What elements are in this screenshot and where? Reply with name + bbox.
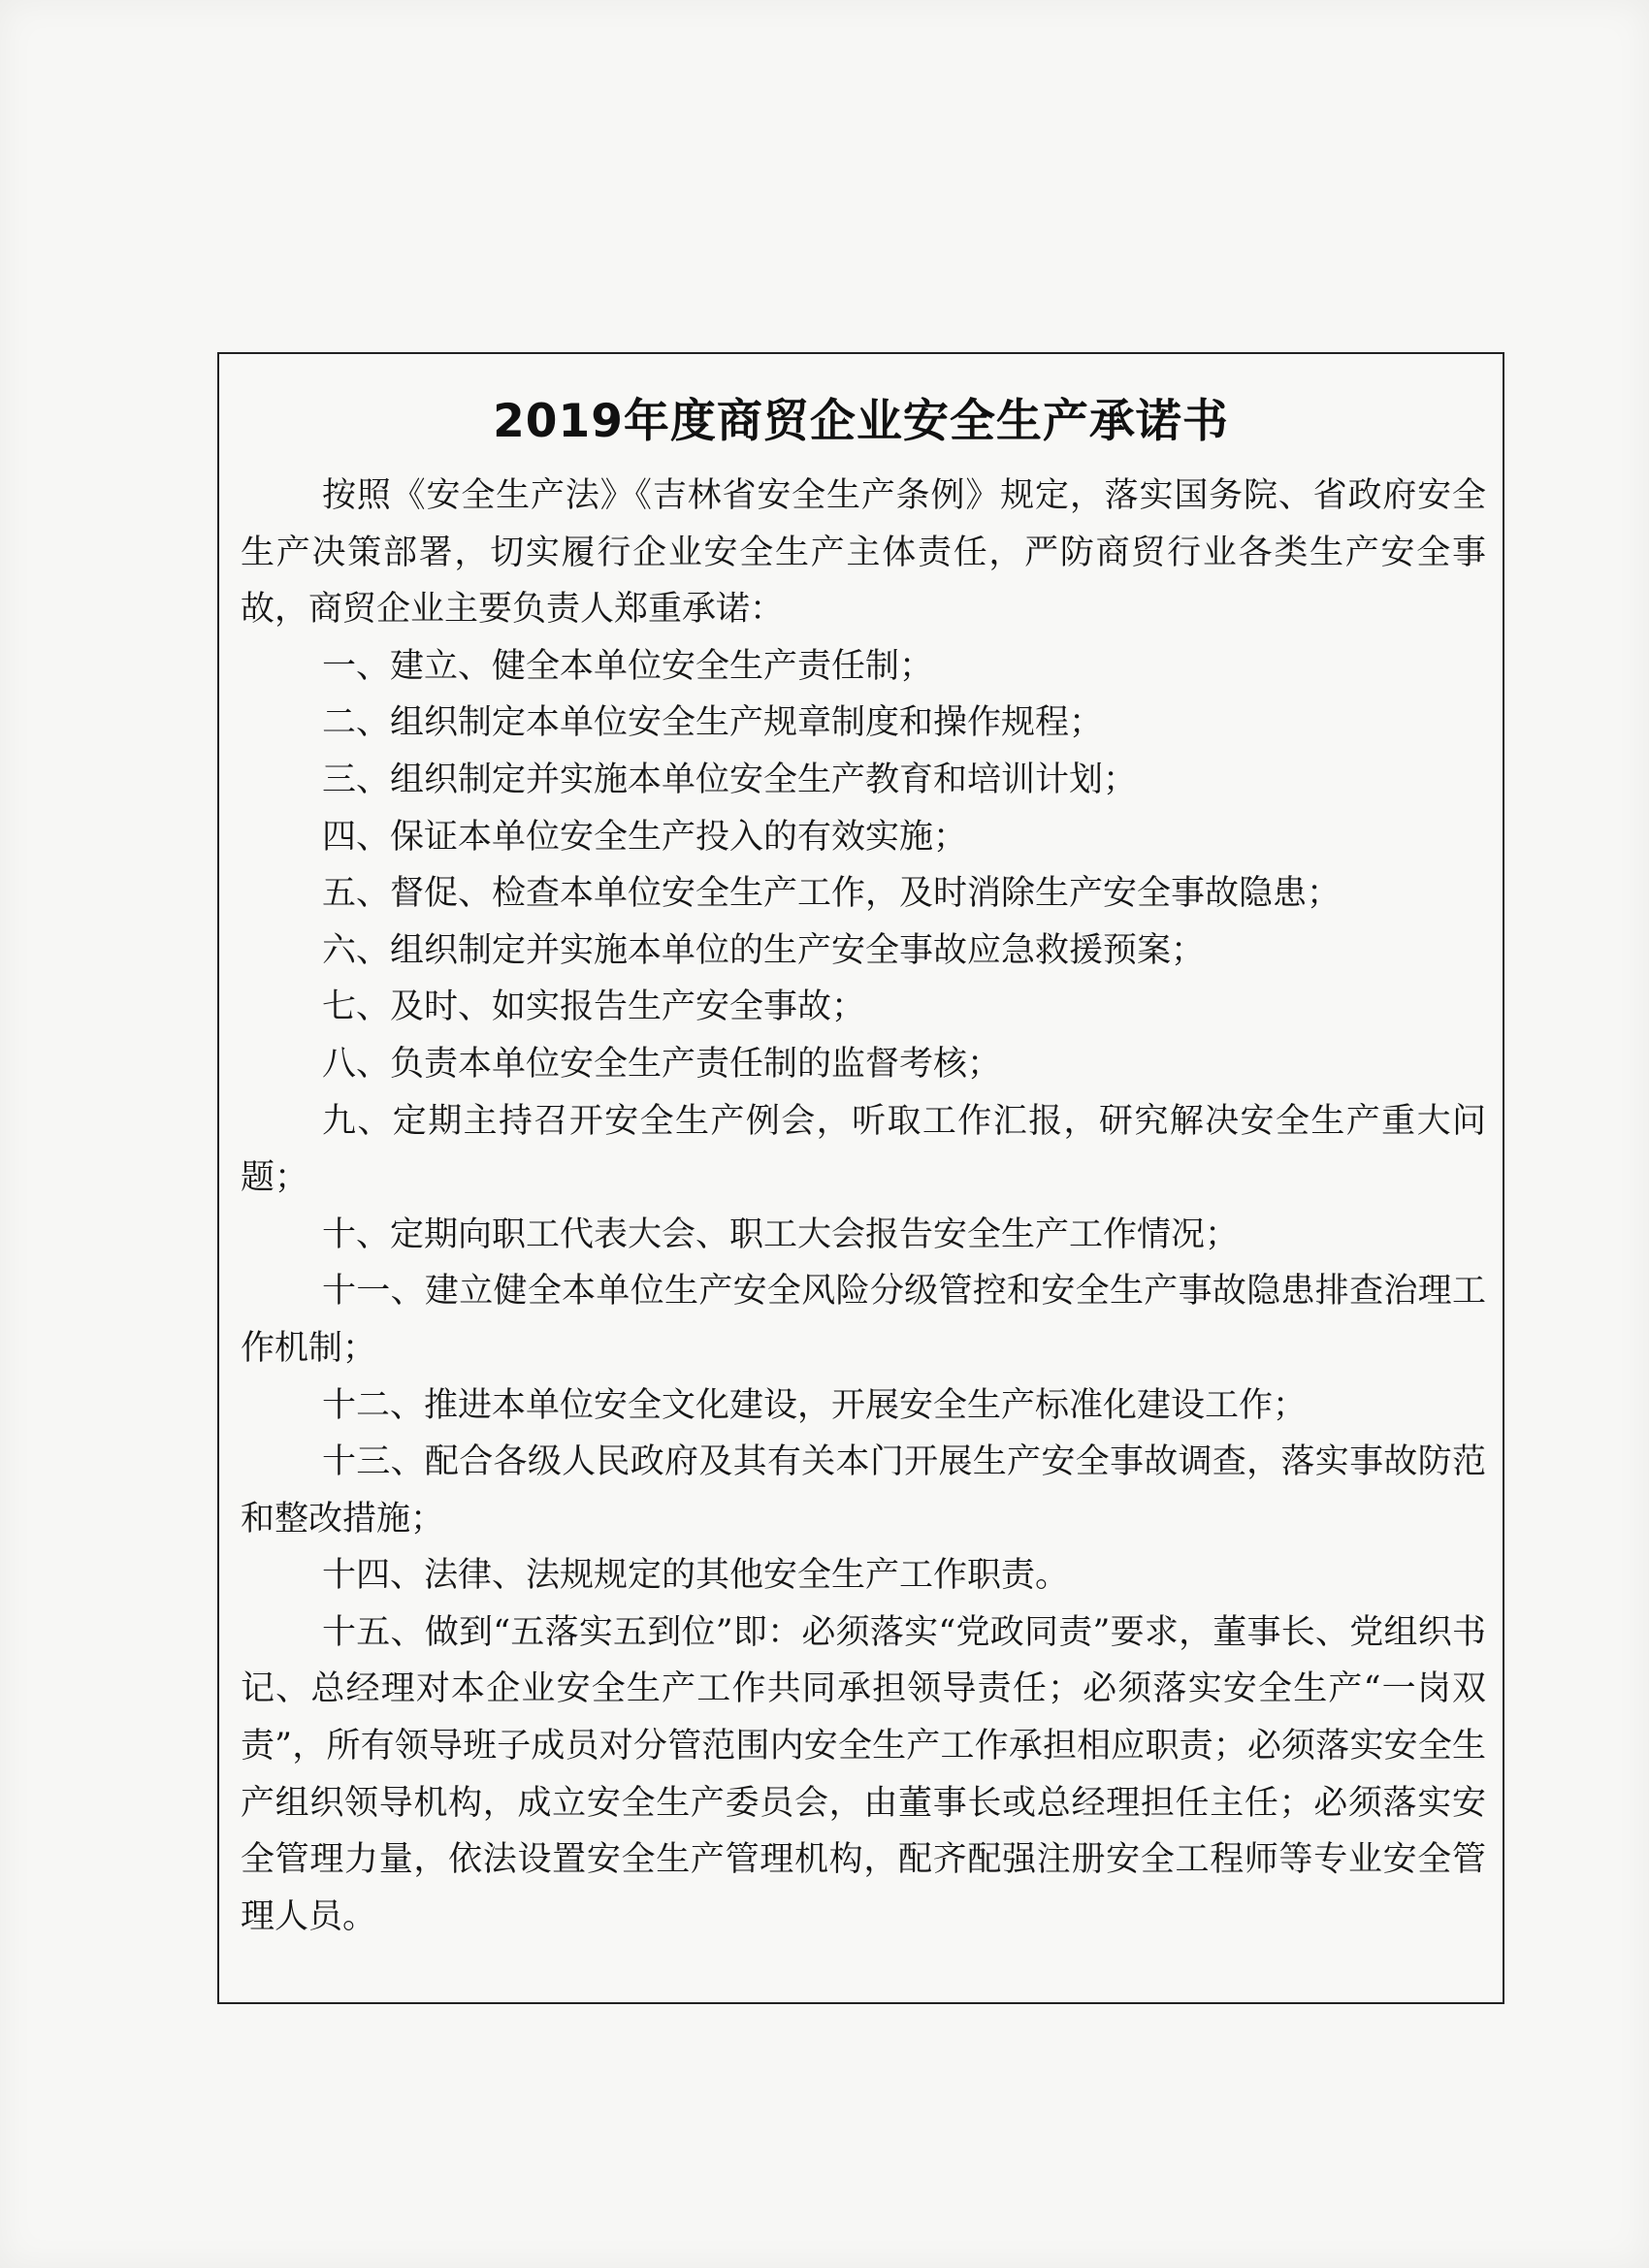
commitment-item-4: 四、保证本单位安全生产投入的有效实施； [322, 817, 968, 857]
commitment-item-13: 十三、配合各级人民政府及其有关本门开展生产安全事故调查，落实事故防范和整改措施； [241, 1442, 1486, 1539]
commitment-item-15: 十五、做到“五落实五到位”即：必须落实“党政同责”要求，董事长、党组织书记、总经理对本企业安全生产工作共同承担领导责任；必须落实安全生产“一岗双责”，所有领导班子成员对分管范围内安全生产工作承担相应职责；必须落实安全生产组织领导机构，成立安全生产委员会，由董事长或总经理担任主任；必须落实安全管理力量，依法设置安全生产管理机构，配齐配强注册安全工程师等专业安全管理人员。 [241, 1612, 1486, 1936]
commitment-item-7: 七、及时、如实报告生产安全事故； [322, 988, 866, 1027]
document-title: 2019年度商贸企业安全生产承诺书 [493, 395, 1229, 448]
commitment-letter-frame [217, 352, 1504, 2004]
commitment-item-11: 十一、建立健全本单位生产安全风险分级管控和安全生产事故隐患排查治理工作机制； [241, 1272, 1486, 1368]
commitment-item-12: 十二、推进本单位安全文化建设，开展安全生产标准化建设工作； [322, 1385, 1308, 1425]
commitment-item-9: 九、定期主持召开安全生产例会，听取工作汇报，研究解决安全生产重大问题； [241, 1101, 1486, 1198]
intro-paragraph: 按照《安全生产法》《吉林省安全生产条例》规定，落实国务院、省政府安全生产决策部署，切实履行企业安全生产主体责任，严防商贸行业各类生产安全事故，商贸企业主要负责人郑重承诺： [241, 476, 1486, 630]
commitment-item-3: 三、组织制定并实施本单位安全生产教育和培训计划； [322, 760, 1138, 799]
commitment-item-14: 十四、法律、法规规定的其他安全生产工作职责。 [322, 1556, 1070, 1596]
document-body [241, 468, 1486, 1945]
commitment-item-5: 五、督促、检查本单位安全生产工作，及时消除生产安全事故隐患； [322, 874, 1342, 914]
commitment-item-6: 六、组织制定并实施本单位的生产安全事故应急救援预案； [322, 930, 1206, 970]
commitment-item-10: 十、定期向职工代表大会、职工大会报告安全生产工作情况； [322, 1215, 1240, 1254]
commitment-item-8: 八、负责本单位安全生产责任制的监督考核； [322, 1044, 1002, 1084]
commitment-item-1: 一、建立、健全本单位安全生产责任制； [322, 646, 934, 686]
commitment-item-2: 二、组织制定本单位安全生产规章制度和操作规程； [322, 703, 1104, 743]
